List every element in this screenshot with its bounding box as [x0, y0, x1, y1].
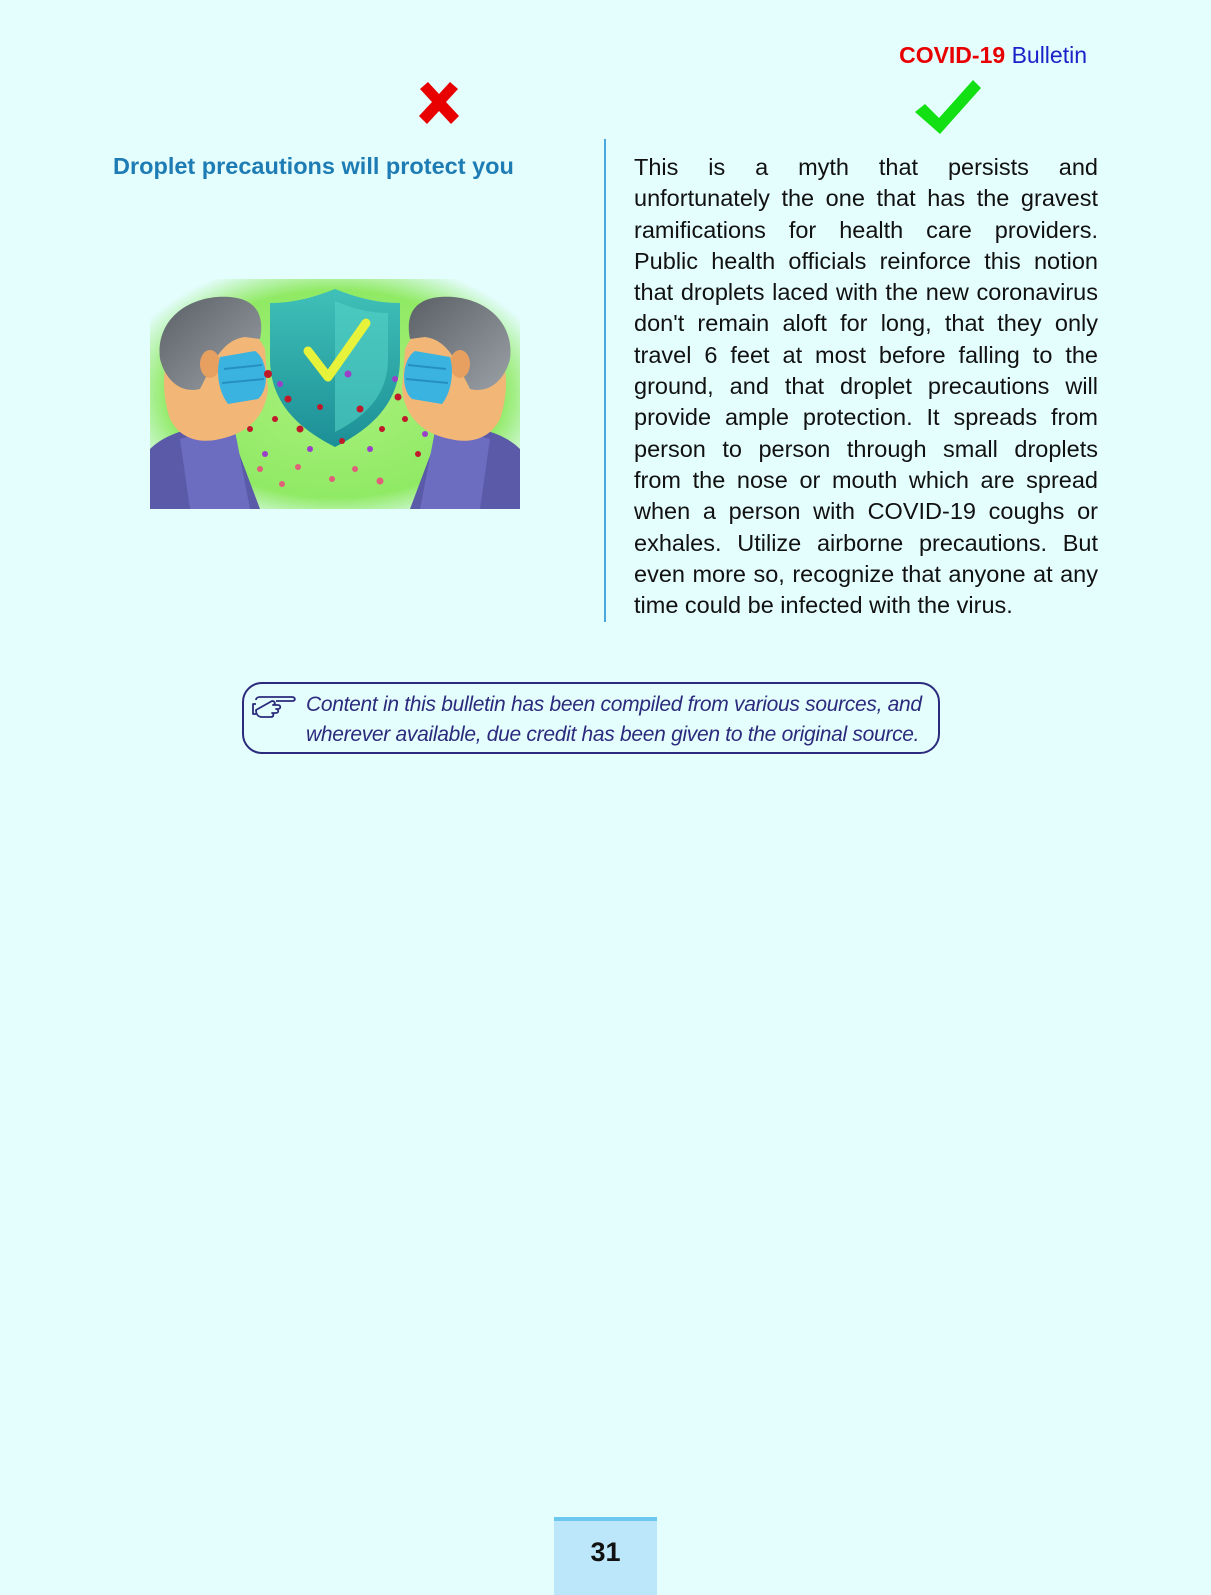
source-note-text: Content in this bulletin has been compiled from various sources, and wherever available, due credit has been given to the original source.	[306, 693, 922, 746]
page-number: 31	[590, 1537, 621, 1567]
source-note	[242, 682, 940, 754]
cross-icon	[415, 80, 463, 126]
header-brand: COVID-19	[899, 42, 1006, 68]
page-number-box	[554, 1517, 657, 1595]
bulletin-header	[899, 42, 1087, 69]
pointing-hand-icon	[252, 694, 298, 725]
header-word: Bulletin	[1011, 42, 1087, 68]
checkmark-icon	[913, 78, 983, 138]
fact-paragraph: This is a myth that persists and unfortunately the one that has the gravest ramifications for health care providers. Public health officials reinforce this notion that droplets laced with the new coronavirus don't remain aloft for long, that they only travel 6 feet at most before falling to the ground, and that droplet precautions will provide ample protection. It spreads from person to person through small droplets from the nose or mouth which are spread when a person with COVID-19 coughs or exhales. Utilize airborne precautions. But even more so, recognize that anyone at any time could be infected with the virus.	[634, 154, 1098, 619]
column-divider	[604, 139, 606, 622]
myth-title: Droplet precautions will protect you	[113, 153, 514, 179]
masked-faces-shield-illustration	[150, 279, 520, 514]
